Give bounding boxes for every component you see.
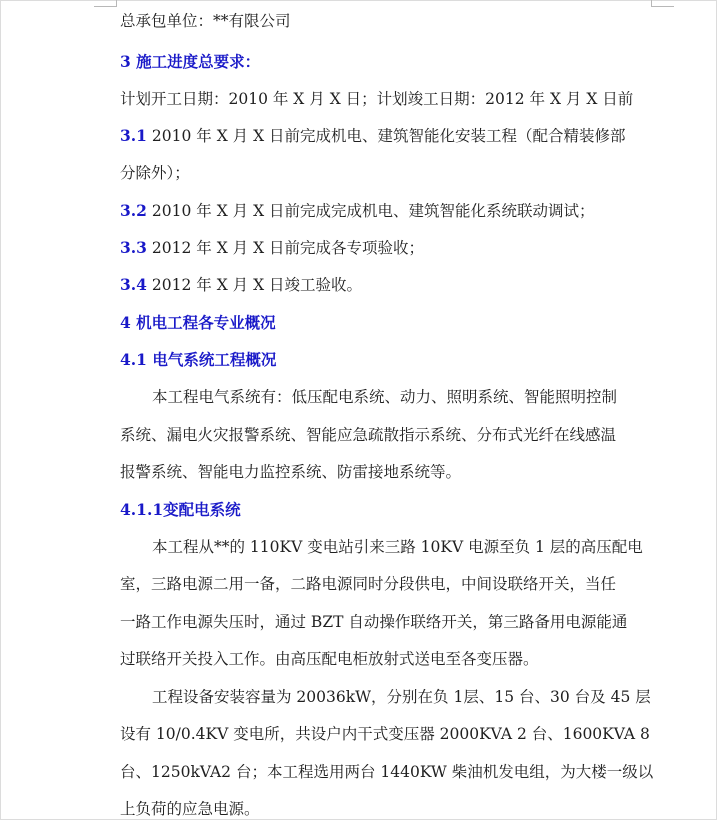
para-4-1-1-line: 一路工作电源失压时，通过 BZT 自动操作联络开关，第三路备用电源能通 <box>120 613 628 631</box>
item-text: 2012 年 X 月 X 日竣工验收。 <box>146 276 363 294</box>
para-capacity-line: 工程设备安装容量为 20036kW，分别在负 1层、15 台、30 台及 45 层 <box>152 688 651 706</box>
item-3-1-line2: 分除外）； <box>120 164 190 182</box>
plan-dates-line: 计划开工日期：2010 年 X 月 X 日；计划竣工日期：2012 年 X 月 X 日前 <box>120 90 634 108</box>
item-number: 3.2 <box>120 201 147 220</box>
para-4-1-line: 报警系统、智能电力监控系统、防雷接地系统等。 <box>120 463 462 481</box>
margin-corner-mark-right <box>651 0 674 7</box>
item-text: 2010 年 X 月 X 日前完成完成机电、建筑智能化系统联动调试； <box>146 202 595 220</box>
section-4-1-heading: 4.1 电气系统工程概况 <box>120 350 277 369</box>
item-text: 2012 年 X 月 X 日前完成各专项验收； <box>146 239 425 257</box>
item-3-1-line1 <box>120 126 626 146</box>
item-number: 3.3 <box>120 238 147 257</box>
item-3-2 <box>120 201 595 221</box>
para-4-1-line: 本工程电气系统有：低压配电系统、动力、照明系统、智能照明控制 <box>152 388 618 406</box>
para-capacity-line: 上负荷的应急电源。 <box>120 800 260 818</box>
section-4-heading: 4 机电工程各专业概况 <box>120 313 276 332</box>
item-text: 2010 年 X 月 X 日前完成机电、建筑智能化安装工程（配合精装修部 <box>146 127 626 145</box>
para-4-1-1-line: 室，三路电源二用一备，二路电源同时分段供电，中间设联络开关，当任 <box>120 575 617 593</box>
para-4-1-1-line: 过联络开关投入工作。由高压配电柜放射式送电至各变压器。 <box>120 650 539 668</box>
item-number: 3.4 <box>120 275 147 294</box>
item-3-4 <box>120 275 362 295</box>
para-4-1-line: 系统、漏电火灾报警系统、智能应急疏散指示系统、分布式光纤在线感温 <box>120 426 617 444</box>
margin-corner-mark-left <box>94 0 117 7</box>
item-number: 3.1 <box>120 126 147 145</box>
contractor-line: 总承包单位：**有限公司 <box>120 12 291 30</box>
para-capacity-line: 台、1250kVA2 台；本工程选用两台 1440KW 柴油机发电组，为大楼一级以 <box>120 763 654 781</box>
para-capacity-line: 设有 10/0.4KV 变电所，共设户内干式变压器 2000KVA 2 台、1600KVA 8 <box>120 725 650 743</box>
section-4-1-1-heading: 4.1.1变配电系统 <box>120 500 241 519</box>
section-3-heading: 3 施工进度总要求： <box>120 52 261 71</box>
para-4-1-1-line: 本工程从**的 110KV 变电站引来三路 10KV 电源至负 1 层的高压配电 <box>152 538 643 556</box>
item-3-3 <box>120 238 424 258</box>
